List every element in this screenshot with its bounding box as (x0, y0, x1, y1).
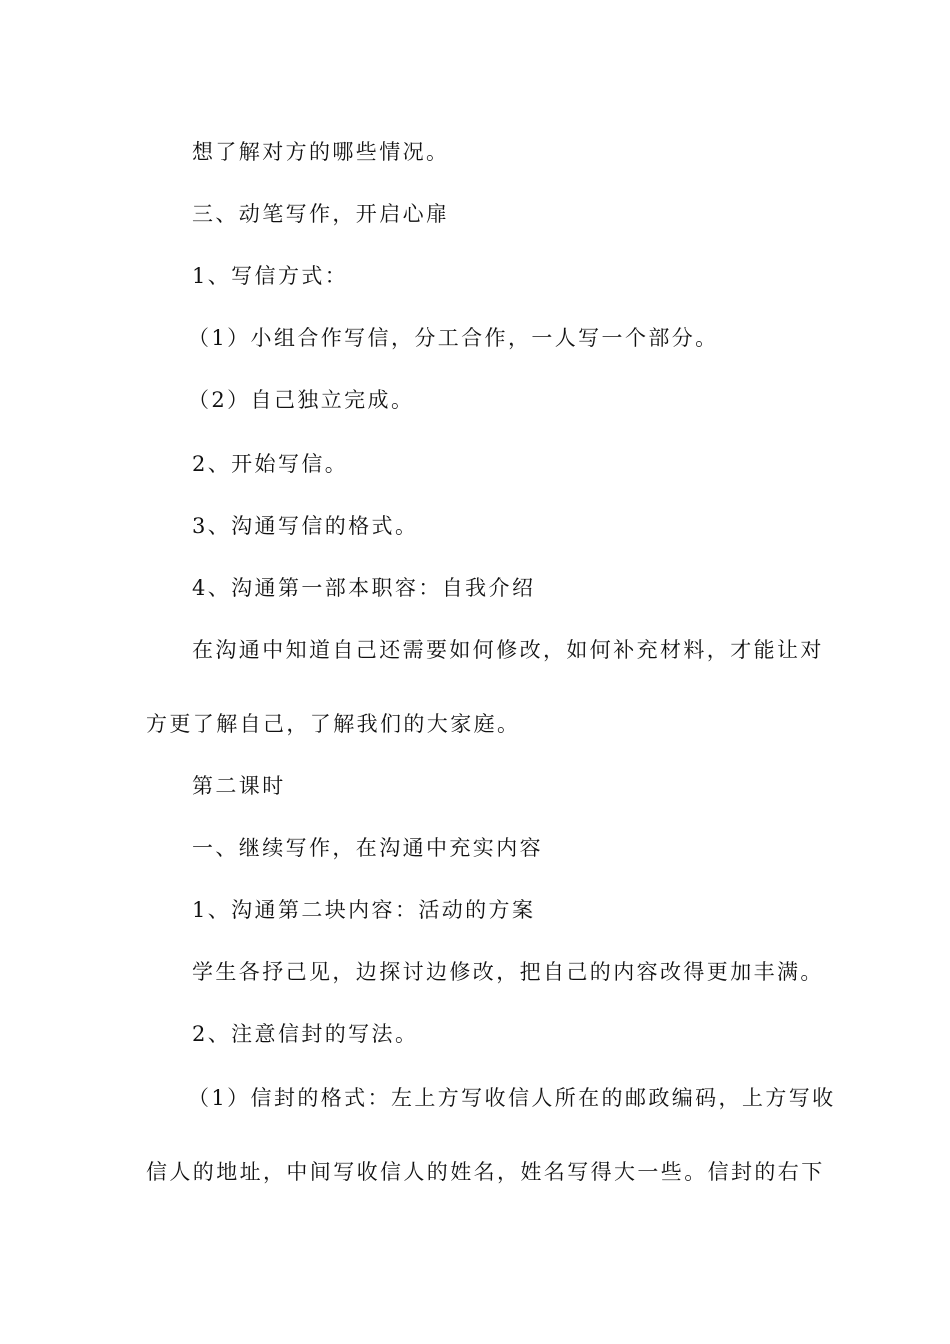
section-heading: 三、动笔写作，开启心扉 (192, 202, 450, 226)
list-item: 3、沟通写信的格式。 (192, 514, 419, 538)
section-heading: 第二课时 (192, 774, 286, 798)
list-item: （1）信封的格式：左上方写收信人所在的邮政编码，上方写收 (188, 1086, 836, 1110)
section-heading: 一、继续写作，在沟通中充实内容 (192, 836, 543, 860)
paragraph-line: 学生各抒己见，边探讨边修改，把自己的内容改得更加丰满。 (192, 960, 824, 984)
paragraph-line: 信人的地址，中间写收信人的姓名，姓名写得大一些。信封的右下 (146, 1160, 825, 1184)
list-item: 4、沟通第一部本职容：自我介绍 (192, 576, 536, 600)
list-item: 2、注意信封的写法。 (192, 1022, 419, 1046)
list-item: 1、写信方式： (192, 264, 349, 288)
paragraph-line: 在沟通中知道自己还需要如何修改，如何补充材料，才能让对 (192, 638, 824, 662)
list-item: 1、沟通第二块内容：活动的方案 (192, 898, 536, 922)
list-item: （1）小组合作写信，分工合作，一人写一个部分。 (188, 326, 719, 350)
list-item: （2）自己独立完成。 (188, 388, 415, 412)
list-item: 2、开始写信。 (192, 452, 349, 476)
paragraph-line: 方更了解自己，了解我们的大家庭。 (146, 712, 521, 736)
paragraph-line: 想了解对方的哪些情况。 (192, 140, 450, 164)
